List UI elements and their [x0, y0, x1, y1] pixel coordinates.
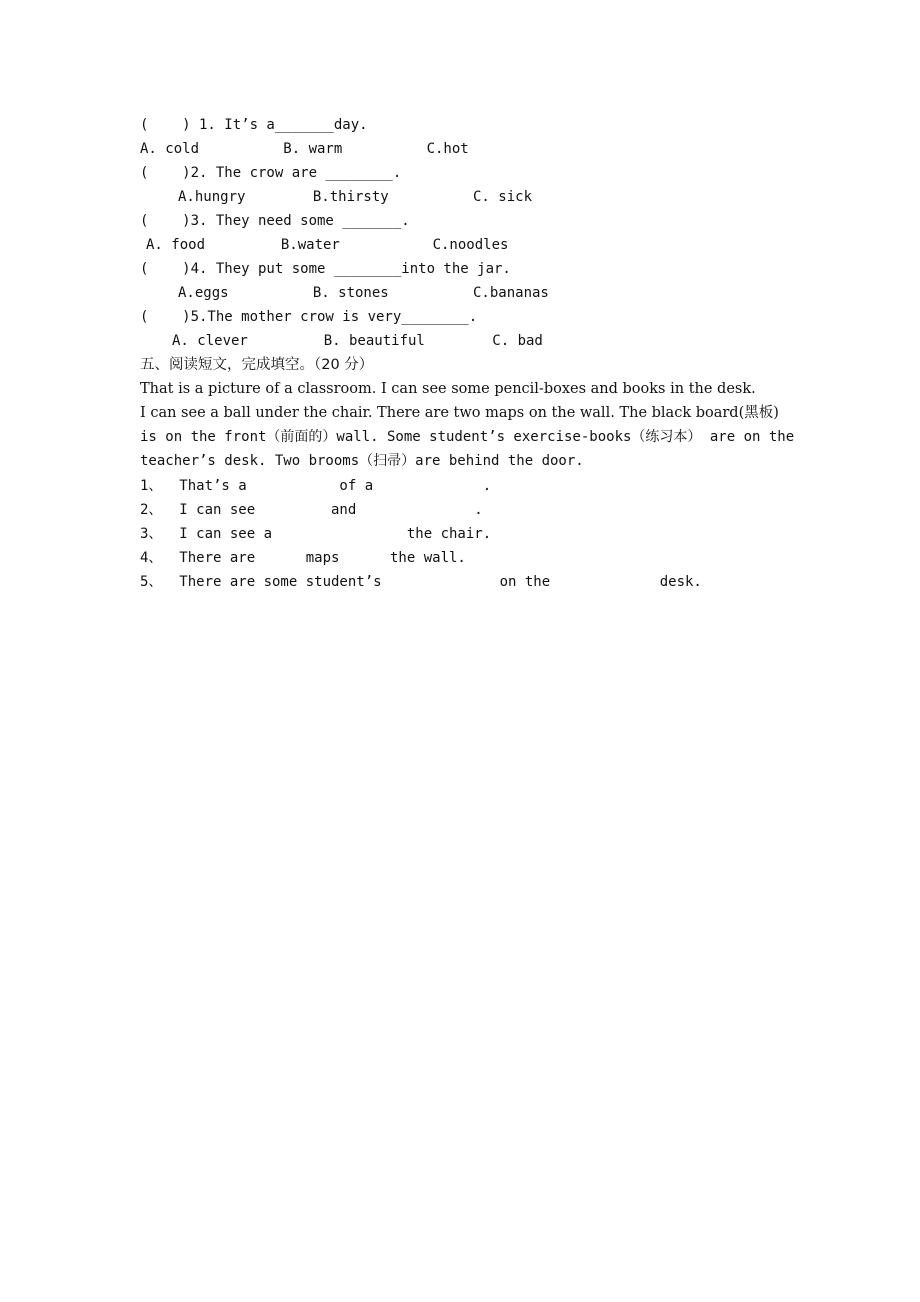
question-5-stem: ( )5.The mother crow is very________. — [140, 309, 478, 325]
blank-item-3: 3、 I can see a the chair. — [140, 526, 492, 542]
question-2-stem: ( )2. The crow are ________. — [140, 165, 402, 181]
question-3-stem: ( )3. They need some _______. — [140, 213, 410, 229]
blank-item-2: 2、 I can see and . — [140, 502, 483, 518]
blank-item-1: 1、 That’s a of a . — [140, 478, 492, 494]
passage-line-4: teacher’s desk. Two brooms（扫帚）are behind the door. — [140, 453, 584, 469]
blank-item-5: 5、 There are some student’s on the desk. — [140, 574, 702, 590]
passage-line-1: That is a picture of a classroom. I can see some pencil-boxes and books in the desk. — [140, 381, 756, 397]
section-5-heading: 五、阅读短文，完成填空。（20 分） — [140, 357, 374, 373]
passage-line-3: is on the front（前面的）wall. Some student’s exercise-books（练习本） are on the — [140, 429, 795, 445]
blank-item-4: 4、 There are maps the wall. — [140, 550, 466, 566]
question-4-options: A.eggs B. stones C.bananas — [178, 285, 549, 301]
question-4-stem: ( )4. They put some ________into the jar. — [140, 261, 511, 277]
question-3-options: A. food B.water C.noodles — [146, 237, 509, 253]
question-5-options: A. clever B. beautiful C. bad — [172, 333, 543, 349]
passage-line-2: I can see a ball under the chair. There are two maps on the wall. The black board(黑板) — [140, 405, 779, 421]
question-1-options: A. cold B. warm C.hot — [140, 141, 469, 157]
question-2-options: A.hungry B.thirsty C. sick — [178, 189, 533, 205]
question-1-stem: ( ) 1. It’s a_______day. — [140, 117, 368, 133]
